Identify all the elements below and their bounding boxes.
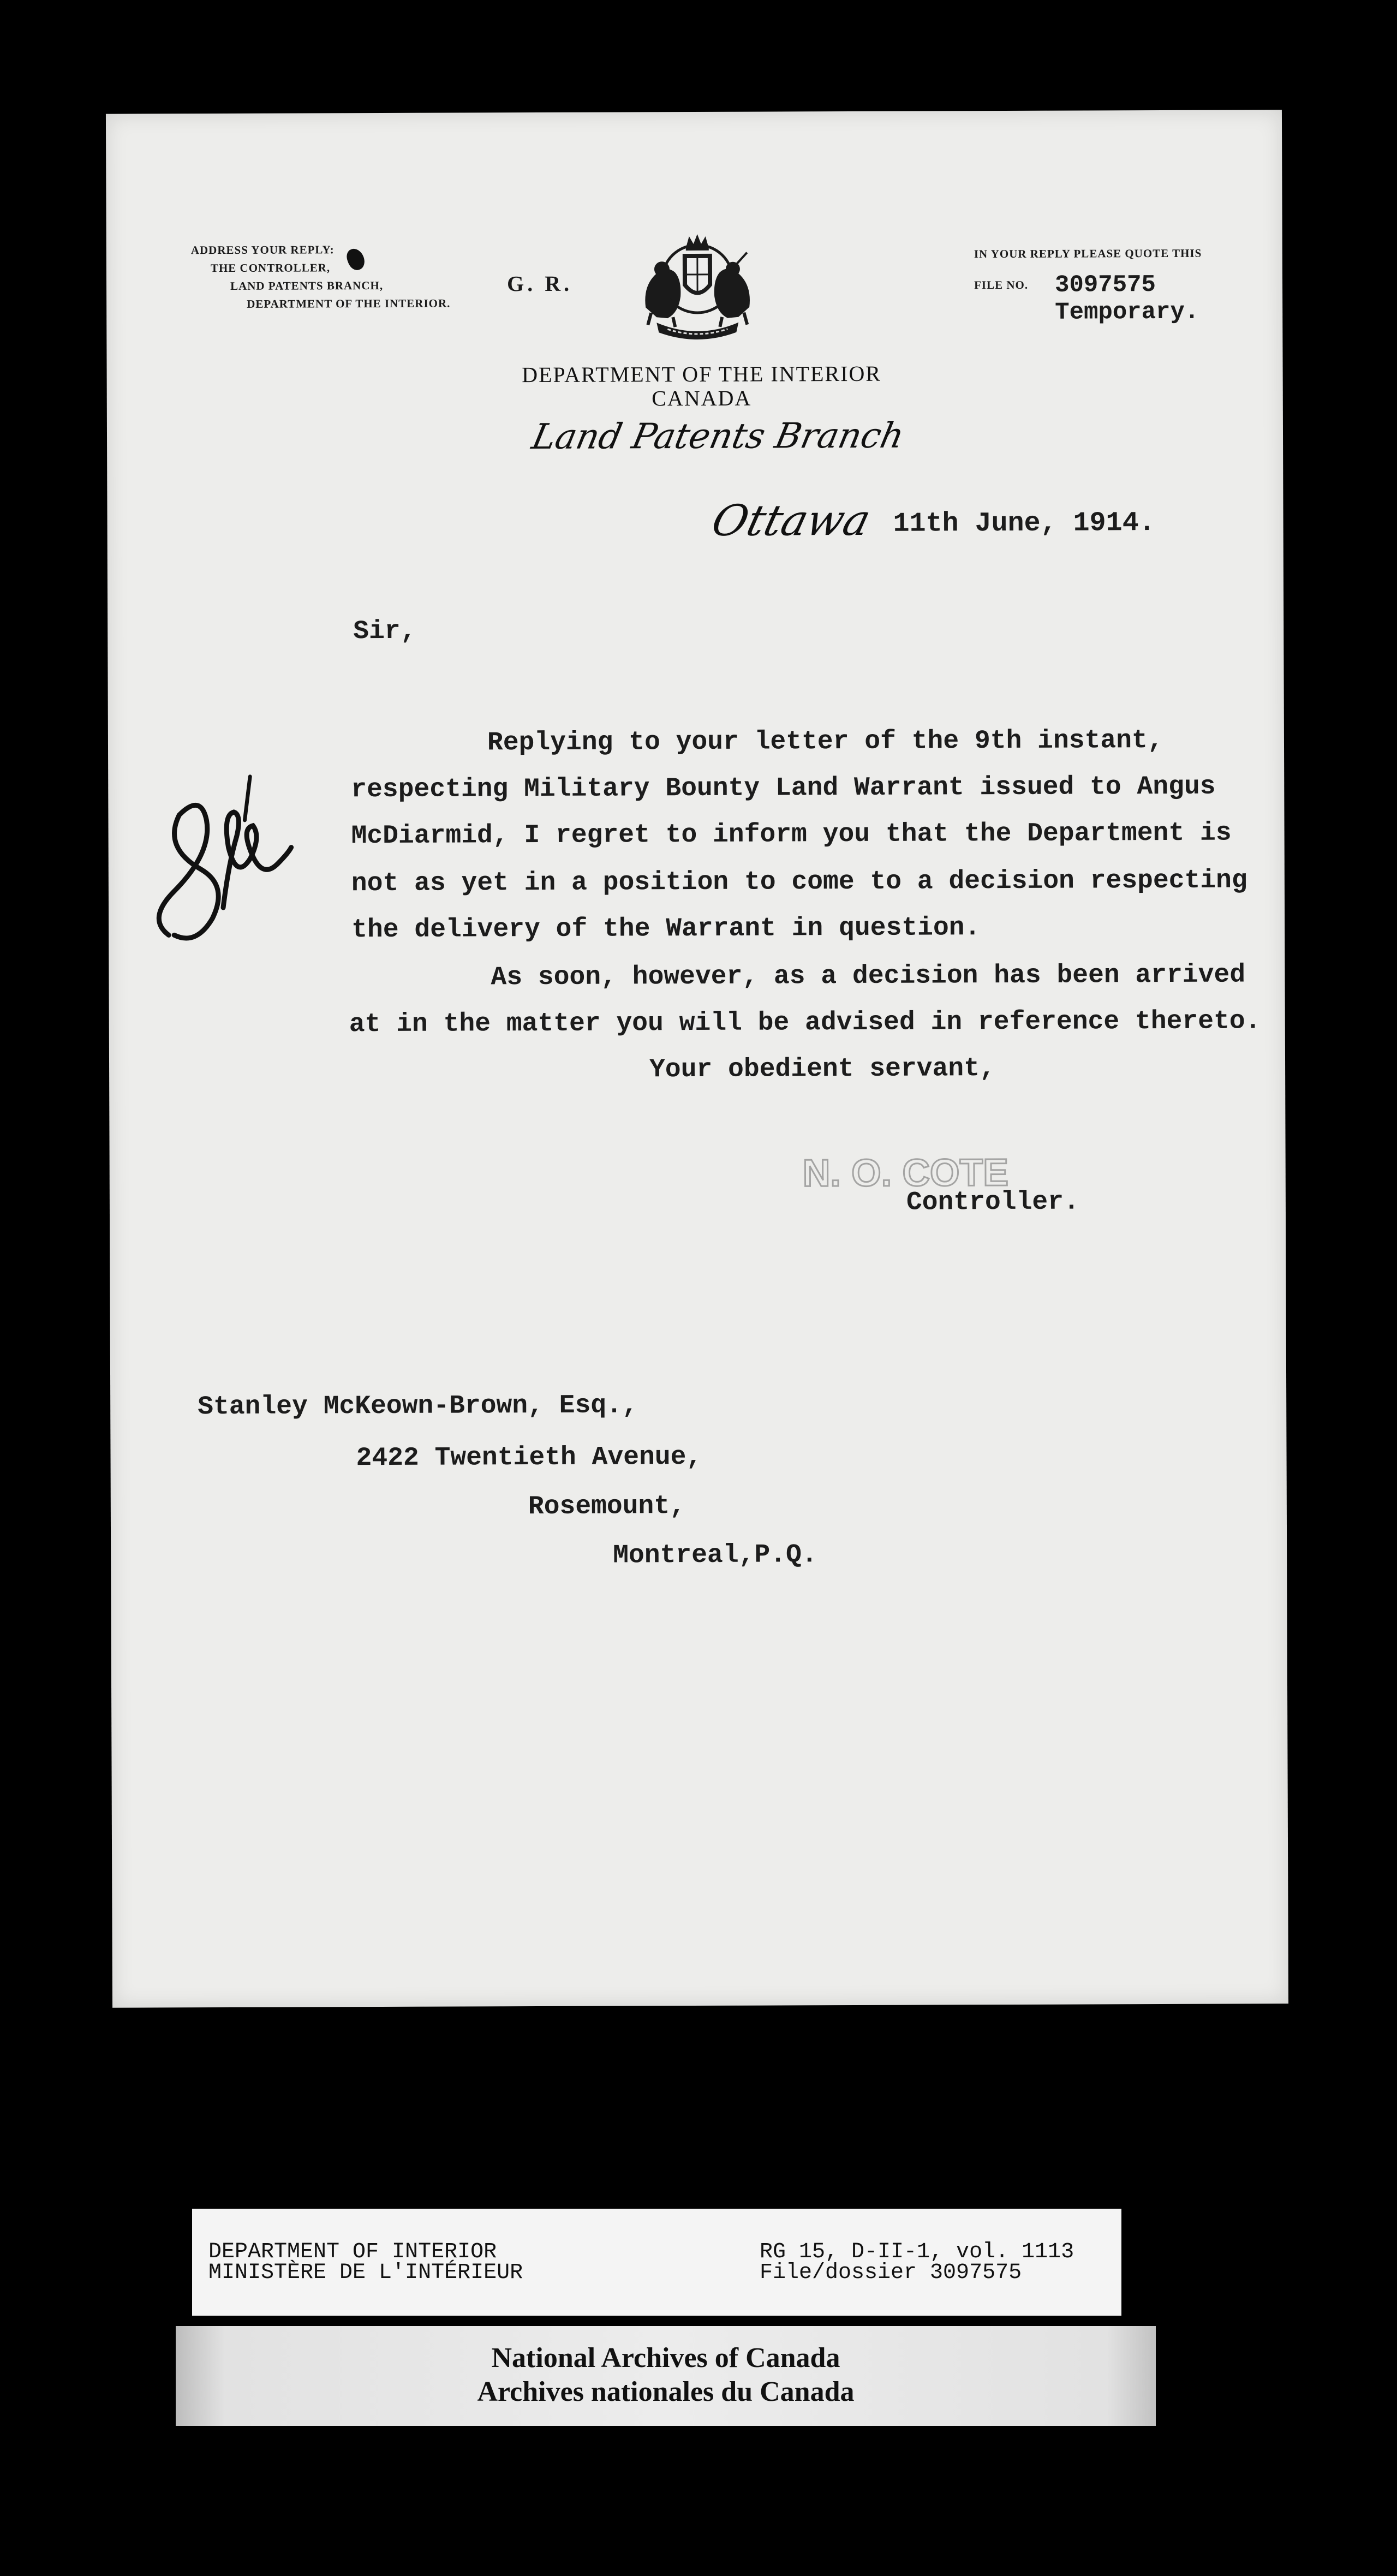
salutation: Sir, (353, 616, 416, 647)
archive-label (176, 2326, 1156, 2426)
closing: Your obedient servant, (649, 1054, 995, 1085)
letter-page (106, 110, 1288, 2008)
recipient-line-3: Rosemount, (528, 1492, 686, 1522)
signer-title: Controller. (906, 1187, 1079, 1218)
recipient-line-4: Montreal,P.Q. (613, 1540, 817, 1571)
body-line-7: at in the matter you will be advised in reference thereto. (349, 1006, 1261, 1040)
country-heading: CANADA (652, 385, 752, 411)
body-line-4: not as yet in a position to come to a decision respecting (351, 866, 1247, 899)
quote-label: IN YOUR REPLY PLEASE QUOTE THIS (974, 246, 1202, 261)
label-right-line-2: File/dossier 3097575 (760, 2261, 1022, 2285)
file-number-label: FILE NO. (974, 278, 1029, 292)
branch-script: Land Patents Branch (528, 415, 908, 458)
body-line-1: Replying to your letter of the 9th instant, (487, 726, 1163, 758)
margin-initials (141, 755, 305, 965)
body-line-5: the delivery of the Warrant in question. (351, 913, 981, 945)
file-status: Temporary. (1055, 298, 1199, 326)
address-line-2: THE CONTROLLER, (210, 261, 331, 275)
address-line-3: LAND PATENTS BRANCH, (230, 279, 384, 293)
body-line-3: McDiarmid, I regret to inform you that the Department is (351, 818, 1232, 851)
city-script: Ottawa (707, 496, 876, 546)
address-reply-block (191, 241, 451, 314)
file-reference-label (192, 2209, 1121, 2316)
department-heading: DEPARTMENT OF THE INTERIOR (522, 361, 882, 387)
body-line-6: As soon, however, as a decision has been arrived (491, 960, 1246, 993)
letter-date: 11th June, 1914. (893, 508, 1155, 540)
recipient-line-2: 2422 Twentieth Avenue, (356, 1442, 702, 1474)
label-right-line-1: RG 15, D-II-1, vol. 1113 (760, 2240, 1074, 2264)
label-left-line-2: MINISTÈRE DE L'INTÉRIEUR (208, 2261, 523, 2285)
archive-name-english: National Archives of Canada (491, 2342, 840, 2374)
label-left-line-1: DEPARTMENT OF INTERIOR (208, 2240, 497, 2264)
coat-of-arms-icon (635, 231, 761, 343)
royal-cypher: G. R. (506, 271, 573, 296)
body-line-2: respecting Military Bounty Land Warrant issued to Angus (351, 772, 1216, 805)
recipient-line-1: Stanley McKeown-Brown, Esq., (198, 1391, 638, 1422)
signature-stamp: N. O. COTE (802, 1151, 1009, 1195)
file-number: 3097575 (1054, 271, 1156, 299)
address-line-1: ADDRESS YOUR REPLY: (190, 243, 335, 257)
archive-name-french: Archives nationales du Canada (477, 2376, 855, 2407)
address-line-4: DEPARTMENT OF THE INTERIOR. (247, 296, 451, 311)
